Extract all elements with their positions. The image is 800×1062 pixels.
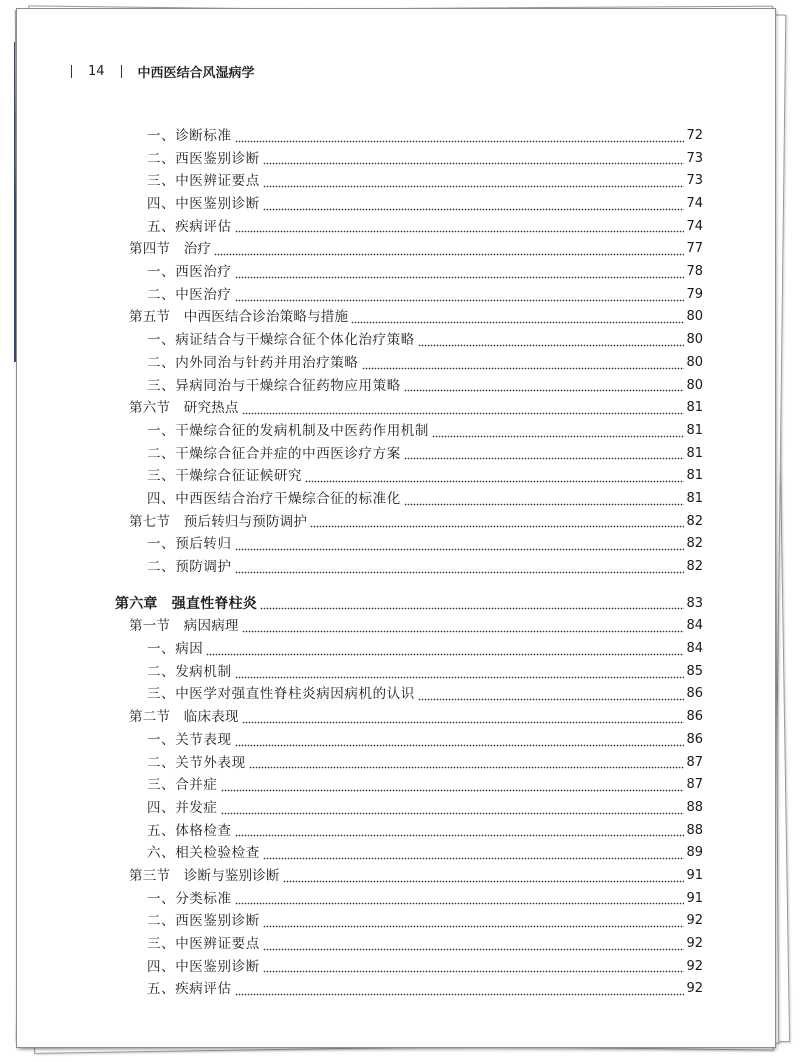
- toc-entry-item: [99, 820, 703, 843]
- toc-entry-item: [99, 329, 703, 352]
- toc-entry-label: 一、诊断标准: [147, 127, 232, 144]
- header-divider: [71, 65, 72, 78]
- toc-entry-label: 三、中医辨证要点: [147, 173, 260, 190]
- dot-leader: [235, 824, 685, 837]
- toc-entry-page: 73: [686, 173, 703, 189]
- dot-leader: [214, 243, 684, 256]
- toc-entry-item: [99, 125, 703, 148]
- toc-entry-page: 81: [686, 468, 703, 484]
- toc-entry-page: 89: [686, 845, 703, 861]
- toc-entry-item: [99, 193, 703, 216]
- toc-entry-item: [99, 443, 703, 466]
- book-title: 中西医结合风湿病学: [137, 65, 255, 81]
- dot-leader: [404, 493, 685, 506]
- dot-leader: [305, 470, 684, 483]
- toc-entry-label: 三、干燥综合征证候研究: [147, 468, 303, 485]
- toc-entry-label: 二、干燥综合征合并症的中西医诊疗方案: [147, 445, 401, 462]
- toc-entry-item: [99, 170, 703, 193]
- toc-page: [16, 8, 776, 1048]
- toc-entry-label: 第三节 诊断与鉴别诊断: [129, 867, 280, 884]
- toc-entry-page: 80: [686, 332, 703, 348]
- dot-leader: [418, 688, 685, 701]
- toc-entry-label: 三、中医学对强直性脊柱炎病因病机的认识: [147, 686, 415, 703]
- dot-leader: [260, 597, 684, 610]
- toc-entry-page: 73: [686, 150, 703, 166]
- toc-entry-label: 六、相关检验检查: [147, 845, 260, 862]
- toc-entry-page: 82: [686, 513, 703, 529]
- toc-entry-item: [99, 910, 703, 933]
- toc-entry-label: 五、疾病评估: [147, 981, 232, 998]
- toc-entry-page: 81: [686, 422, 703, 438]
- dot-leader: [235, 983, 685, 996]
- dot-leader: [242, 711, 685, 724]
- toc-entry-item: [99, 533, 703, 556]
- toc-entry-item: [99, 148, 703, 171]
- dot-leader: [263, 938, 685, 951]
- dot-leader: [263, 175, 685, 188]
- toc-entry-page: 86: [686, 686, 703, 702]
- toc-entry-page: 82: [686, 559, 703, 575]
- toc-entry-page: 92: [686, 936, 703, 952]
- toc-entry-label: 四、中医鉴别诊断: [147, 196, 260, 213]
- toc-entry-page: 74: [686, 196, 703, 212]
- toc-entry-item: [99, 556, 703, 579]
- dot-leader: [235, 538, 685, 551]
- dot-leader: [432, 425, 684, 438]
- dot-leader: [310, 515, 684, 528]
- toc-entry-page: 92: [686, 981, 703, 997]
- toc-entry-section: [99, 615, 703, 638]
- toc-entry-page: 91: [686, 867, 703, 883]
- toc-entry-page: 79: [686, 286, 703, 302]
- dot-leader: [263, 915, 685, 928]
- dot-leader: [206, 643, 684, 656]
- dot-leader: [235, 734, 685, 747]
- toc-entry-item: [99, 352, 703, 375]
- toc-entry-label: 二、西医鉴别诊断: [147, 150, 260, 167]
- dot-leader: [362, 357, 685, 370]
- toc-entry-page: 81: [686, 490, 703, 506]
- toc-entry-page: 81: [686, 400, 703, 416]
- dot-leader: [283, 870, 685, 883]
- toc-entry-section: [99, 865, 703, 888]
- dot-leader: [242, 402, 685, 415]
- toc-entry-page: 87: [686, 777, 703, 793]
- toc-entry-item: [99, 978, 703, 1001]
- dot-leader: [221, 779, 685, 792]
- toc-entry-page: 80: [686, 309, 703, 325]
- toc-entry-page: 80: [686, 377, 703, 393]
- toc-entry-label: 四、中西医结合治疗干燥综合征的标准化: [147, 490, 401, 507]
- toc-entry-item: [99, 752, 703, 775]
- toc-entry-page: 74: [686, 218, 703, 234]
- dot-leader: [263, 847, 685, 860]
- toc-entry-page: 82: [686, 536, 703, 552]
- dot-leader: [263, 152, 685, 165]
- toc-entry-page: 92: [686, 913, 703, 929]
- running-header: [71, 61, 255, 81]
- toc-entry-page: 84: [686, 618, 703, 634]
- toc-entry-page: 80: [686, 354, 703, 370]
- toc-entry-label: 三、合并症: [147, 777, 218, 794]
- dot-leader: [235, 289, 685, 302]
- toc-entry-page: 88: [686, 822, 703, 838]
- toc-entry-label: 一、分类标准: [147, 890, 232, 907]
- toc-entry-label: 第七节 预后转归与预防调护: [129, 513, 308, 530]
- toc-entry-page: 86: [686, 731, 703, 747]
- toc-entry-page: 78: [686, 264, 703, 280]
- toc-entry-section: [99, 706, 703, 729]
- toc-entry-page: 85: [686, 663, 703, 679]
- toc-entry-label: 一、病因: [147, 641, 204, 658]
- toc-entry-page: 84: [686, 641, 703, 657]
- dot-leader: [235, 130, 685, 143]
- toc-entry-label: 二、发病机制: [147, 663, 232, 680]
- dot-leader: [235, 892, 685, 905]
- toc-entry-page: 77: [686, 241, 703, 257]
- toc-entry-page: 92: [686, 958, 703, 974]
- toc-entry-label: 一、病证结合与干燥综合征个体化治疗策略: [147, 332, 415, 349]
- toc-entry-label: 第一节 病因病理: [129, 618, 239, 635]
- toc-entry-label: 二、内外同治与针药并用治疗策略: [147, 354, 359, 371]
- dot-leader: [235, 561, 685, 574]
- dot-leader: [351, 311, 684, 324]
- toc-entry-label: 二、中医治疗: [147, 286, 232, 303]
- toc-entry-item: [99, 684, 703, 707]
- dot-leader: [235, 266, 685, 279]
- toc-entry-label: 第二节 临床表现: [129, 709, 239, 726]
- toc-entry-label: 三、中医辨证要点: [147, 936, 260, 953]
- toc-entry-item: [99, 284, 703, 307]
- toc-entry-item: [99, 216, 703, 239]
- toc-entry-label: 二、预防调护: [147, 559, 232, 576]
- toc-entry-item: [99, 638, 703, 661]
- toc-entry-item: [99, 956, 703, 979]
- dot-leader: [404, 447, 685, 460]
- toc-entry-label: 一、西医治疗: [147, 264, 232, 281]
- toc-entry-item: [99, 261, 703, 284]
- toc-entry-item: [99, 420, 703, 443]
- toc-entry-section: [99, 511, 703, 534]
- toc-entry-section: [99, 397, 703, 420]
- toc-entry-item: [99, 488, 703, 511]
- toc-entry-label: 第五节 中西医结合诊治策略与措施: [129, 309, 349, 326]
- toc-entry-label: 第四节 治疗: [129, 241, 212, 258]
- toc-entry-item: [99, 465, 703, 488]
- page-number: 14: [88, 63, 105, 79]
- toc-entry-section: [99, 238, 703, 261]
- toc-entry-page: 81: [686, 445, 703, 461]
- toc-entry-item: [99, 729, 703, 752]
- header-divider: [121, 65, 122, 78]
- toc-entry-item: [99, 933, 703, 956]
- toc-entry-page: 87: [686, 754, 703, 770]
- toc-entry-label: 二、关节外表现: [147, 754, 246, 771]
- dot-leader: [263, 960, 685, 973]
- toc-entry-page: 91: [686, 890, 703, 906]
- table-of-contents: [99, 125, 703, 1001]
- dot-leader: [418, 334, 685, 347]
- dot-leader: [235, 666, 685, 679]
- toc-entry-chapter: [99, 593, 703, 616]
- toc-entry-page: 88: [686, 799, 703, 815]
- toc-entry-label: 第六章 强直性脊柱炎: [115, 595, 257, 612]
- toc-entry-label: 四、中医鉴别诊断: [147, 958, 260, 975]
- toc-entry-label: 一、干燥综合征的发病机制及中医药作用机制: [147, 422, 429, 439]
- dot-leader: [404, 379, 685, 392]
- toc-entry-label: 五、疾病评估: [147, 218, 232, 235]
- toc-entry-section: [99, 307, 703, 330]
- toc-entry-item: [99, 375, 703, 398]
- toc-entry-page: 83: [686, 595, 703, 611]
- toc-entry-label: 二、西医鉴别诊断: [147, 913, 260, 930]
- toc-entry-item: [99, 842, 703, 865]
- toc-entry-label: 一、关节表现: [147, 731, 232, 748]
- toc-entry-page: 72: [686, 127, 703, 143]
- toc-entry-item: [99, 888, 703, 911]
- dot-leader: [249, 756, 685, 769]
- toc-entry-label: 三、异病同治与干燥综合征药物应用策略: [147, 377, 401, 394]
- dot-leader: [235, 220, 685, 233]
- dot-leader: [221, 802, 685, 815]
- toc-entry-item: [99, 797, 703, 820]
- toc-entry-page: 86: [686, 709, 703, 725]
- toc-entry-item: [99, 661, 703, 684]
- toc-entry-label: 五、体格检查: [147, 822, 232, 839]
- toc-entry-label: 四、并发症: [147, 799, 218, 816]
- toc-entry-label: 第六节 研究热点: [129, 400, 239, 417]
- dot-leader: [242, 620, 685, 633]
- toc-entry-item: [99, 774, 703, 797]
- dot-leader: [263, 198, 685, 211]
- toc-entry-label: 一、预后转归: [147, 536, 232, 553]
